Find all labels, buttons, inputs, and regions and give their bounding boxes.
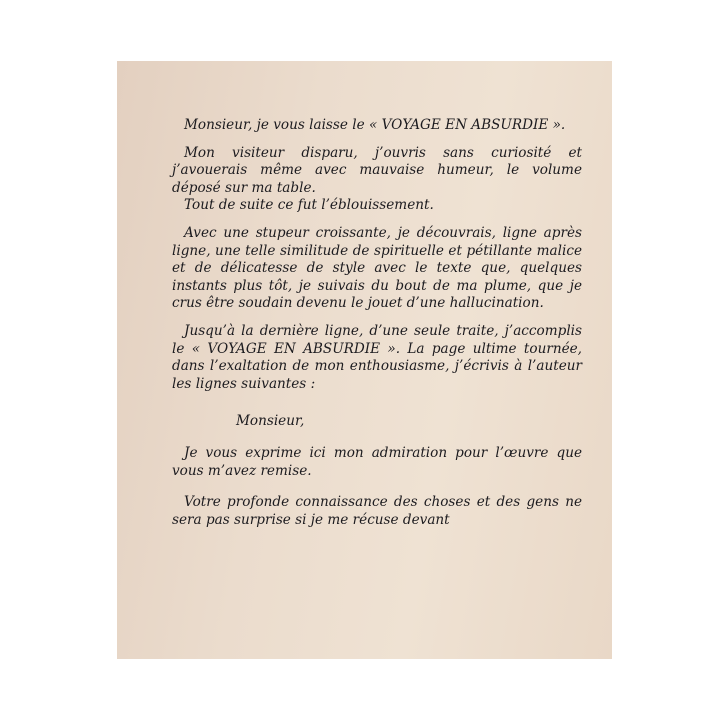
letter-paragraph-1: Je vous exprime ici mon admiration pour l’œuvre que vous m’avez remise. bbox=[172, 444, 582, 479]
paragraph-3: Tout de suite ce fut l’éblouissement. bbox=[184, 197, 434, 214]
paragraph-5: Jusqu’à la dernière ligne, d’une seule traite, j’accomplis le « VOYAGE EN ABSURDIE ». La page ultime tournée, dans l’exaltation de mon enthousiasme, j’écrivis à l’auteur les lignes suivantes : bbox=[172, 322, 582, 392]
letter-paragraph-2: Votre profonde connaissance des choses et des gens ne sera pas surprise si je me récuse devant bbox=[172, 494, 582, 528]
paragraph-2: Mon visiteur disparu, j’ouvris sans curiosité et j’avouerais même avec mauvaise humeur, le volume déposé sur ma table. bbox=[172, 144, 582, 196]
letter-salutation: Monsieur, bbox=[236, 413, 305, 430]
paragraph-1: Monsieur, je vous laisse le « VOYAGE EN ABSURDIE ». bbox=[184, 117, 566, 133]
book-page bbox=[117, 61, 612, 659]
page-text bbox=[172, 117, 582, 529]
paragraph-4: Avec une stupeur croissante, je découvrais, ligne après ligne, une telle similitude de spirituelle et pétillante malice et de délicatesse de style avec le texte que, quelques instants plus tôt, je suivais du bout de ma plume, que je crus être soudain devenu le jouet d’une hallucination. bbox=[172, 224, 582, 312]
